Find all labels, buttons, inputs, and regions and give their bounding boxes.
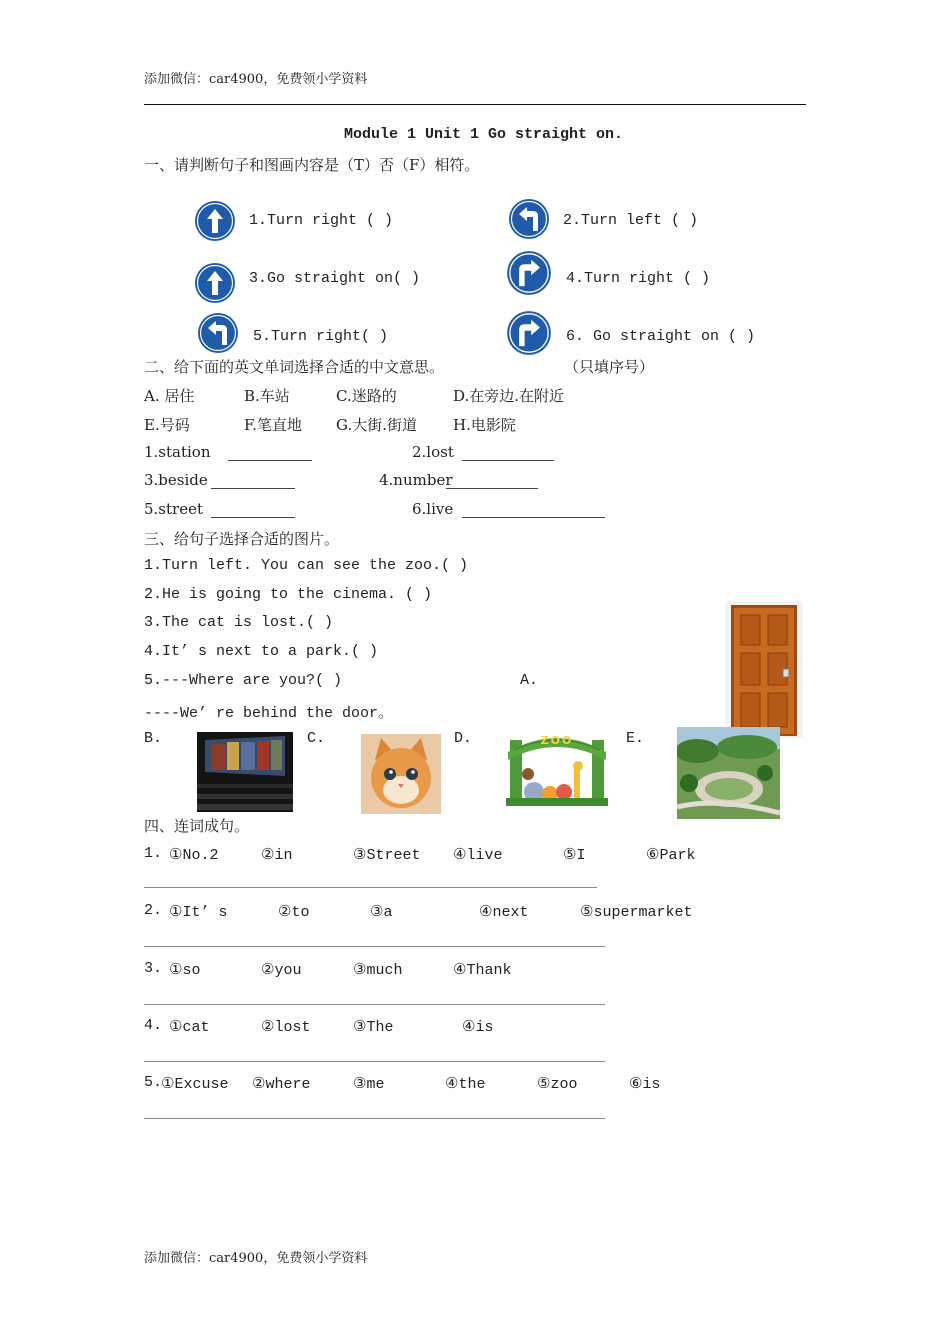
- kitten-picture: [361, 734, 441, 814]
- word-chip: ③a: [370, 904, 393, 921]
- option-h: H.电影院: [453, 416, 516, 434]
- word-chip: ①cat: [169, 1019, 210, 1036]
- word-chip: ⑥Park: [646, 847, 696, 864]
- word-chip: ④live: [453, 847, 503, 864]
- word-chip: ①so: [169, 962, 201, 979]
- page-header: 添加微信：car4900，免费领小学资料: [144, 72, 368, 87]
- word-chip: ④next: [479, 904, 529, 921]
- answer-blank[interactable]: [228, 460, 312, 461]
- option-c: C.迷路的: [336, 387, 397, 405]
- row-3-number: 3.: [144, 960, 163, 977]
- label-a: A.: [520, 672, 539, 689]
- option-g: G.大街.街道: [336, 416, 417, 434]
- word-chip: ⑤I: [563, 847, 586, 864]
- answer-line[interactable]: [144, 887, 597, 888]
- word-station: 1.station: [144, 443, 211, 461]
- answer-blank[interactable]: [211, 517, 295, 518]
- option-a: A. 居住: [144, 387, 195, 405]
- answer-blank[interactable]: [446, 488, 538, 489]
- label-e: E.: [626, 730, 645, 747]
- answer-blank[interactable]: [462, 517, 605, 518]
- section-3-heading: 三、给句子选择合适的图片。: [144, 530, 340, 548]
- answer-blank[interactable]: [462, 460, 554, 461]
- section-2-heading: 二、给下面的英文单词选择合适的中文意思。: [144, 358, 445, 376]
- header-rule: [144, 104, 806, 105]
- zoo-picture: [506, 730, 608, 806]
- s3-line-3: 3.The cat is lost.( ): [144, 614, 334, 631]
- row-1-number: 1.: [144, 845, 163, 862]
- s1-item-5: 5.Turn right( ): [253, 328, 389, 345]
- label-d: D.: [454, 730, 473, 747]
- word-chip: ②in: [261, 847, 293, 864]
- word-live: 6.live: [412, 500, 454, 518]
- word-chip: ③much: [353, 962, 403, 979]
- word-chip: ②you: [261, 962, 302, 979]
- option-f: F.笔直地: [244, 416, 302, 434]
- word-chip: ③Street: [353, 847, 421, 864]
- s1-item-3: 3.Go straight on( ): [249, 270, 421, 287]
- page-footer: 添加微信：car4900，免费领小学资料: [144, 1251, 368, 1266]
- answer-line[interactable]: [144, 1118, 605, 1119]
- section-1-heading: 一、请判断句子和图画内容是（T）否（F）相符。: [144, 156, 480, 174]
- row-2-number: 2.: [144, 902, 163, 919]
- option-e: E.号码: [144, 416, 190, 434]
- word-chip: ④Thank: [453, 962, 512, 979]
- word-chip: ④the: [445, 1076, 486, 1093]
- door-picture: [725, 601, 803, 738]
- s3-line-1: 1.Turn left. You can see the zoo.( ): [144, 557, 469, 574]
- word-chip: ②where: [252, 1076, 311, 1093]
- s3-line-2: 2.He is going to the cinema. ( ): [144, 586, 433, 603]
- zoo-sign-text: ZOO: [540, 734, 574, 747]
- option-d: D.在旁边.在附近: [453, 387, 565, 405]
- word-street: 5.street: [144, 500, 203, 518]
- word-chip: ④is: [462, 1019, 494, 1036]
- s1-item-2: 2.Turn left ( ): [563, 212, 699, 229]
- s3-line-4: 4.It’ s next to a park.( ): [144, 643, 379, 660]
- word-chip: ①No.2: [169, 847, 219, 864]
- arrow-up-icon: [194, 262, 236, 304]
- s3-line-5: 5.---Where are you?( ): [144, 672, 343, 689]
- word-chip: ③me: [353, 1076, 385, 1093]
- answer-line[interactable]: [144, 1061, 605, 1062]
- s3-line-6: ----We’ re behind the door。: [144, 705, 394, 722]
- word-chip: ②lost: [261, 1019, 311, 1036]
- row-5-number: 5.: [144, 1074, 163, 1091]
- word-chip: ②to: [278, 904, 310, 921]
- section-4-heading: 四、连词成句。: [144, 817, 250, 835]
- label-c: C.: [307, 730, 326, 747]
- row-4-number: 4.: [144, 1017, 163, 1034]
- answer-line[interactable]: [144, 1004, 605, 1005]
- arrow-turn-left-icon: [508, 198, 550, 240]
- arrow-turn-right-icon: [506, 310, 552, 356]
- arrow-turn-left-icon: [197, 312, 239, 354]
- arrow-turn-right-icon: [506, 250, 552, 296]
- s1-item-1: 1.Turn right ( ): [249, 212, 394, 229]
- word-lost: 2.lost: [412, 443, 454, 461]
- page-title: Module 1 Unit 1 Go straight on.: [344, 126, 624, 143]
- word-chip: ⑤zoo: [537, 1076, 578, 1093]
- label-b: B.: [144, 730, 163, 747]
- word-chip: ⑤supermarket: [580, 904, 693, 921]
- answer-blank[interactable]: [211, 488, 295, 489]
- s1-item-6: 6. Go straight on ( ): [566, 328, 756, 345]
- word-chip: ③The: [353, 1019, 394, 1036]
- word-beside: 3.beside: [144, 471, 208, 489]
- word-number: 4.number: [379, 471, 453, 489]
- word-chip: ⑥is: [629, 1076, 661, 1093]
- word-chip: ①It’ s: [169, 904, 228, 921]
- section-2-note: （只填序号）: [564, 358, 655, 376]
- word-chip: ①Excuse: [161, 1076, 229, 1093]
- answer-line[interactable]: [144, 946, 605, 947]
- park-picture: [677, 727, 780, 819]
- arrow-up-icon: [194, 200, 236, 242]
- s1-item-4: 4.Turn right ( ): [566, 270, 711, 287]
- cinema-picture: [197, 732, 293, 812]
- option-b: B.车站: [244, 387, 290, 405]
